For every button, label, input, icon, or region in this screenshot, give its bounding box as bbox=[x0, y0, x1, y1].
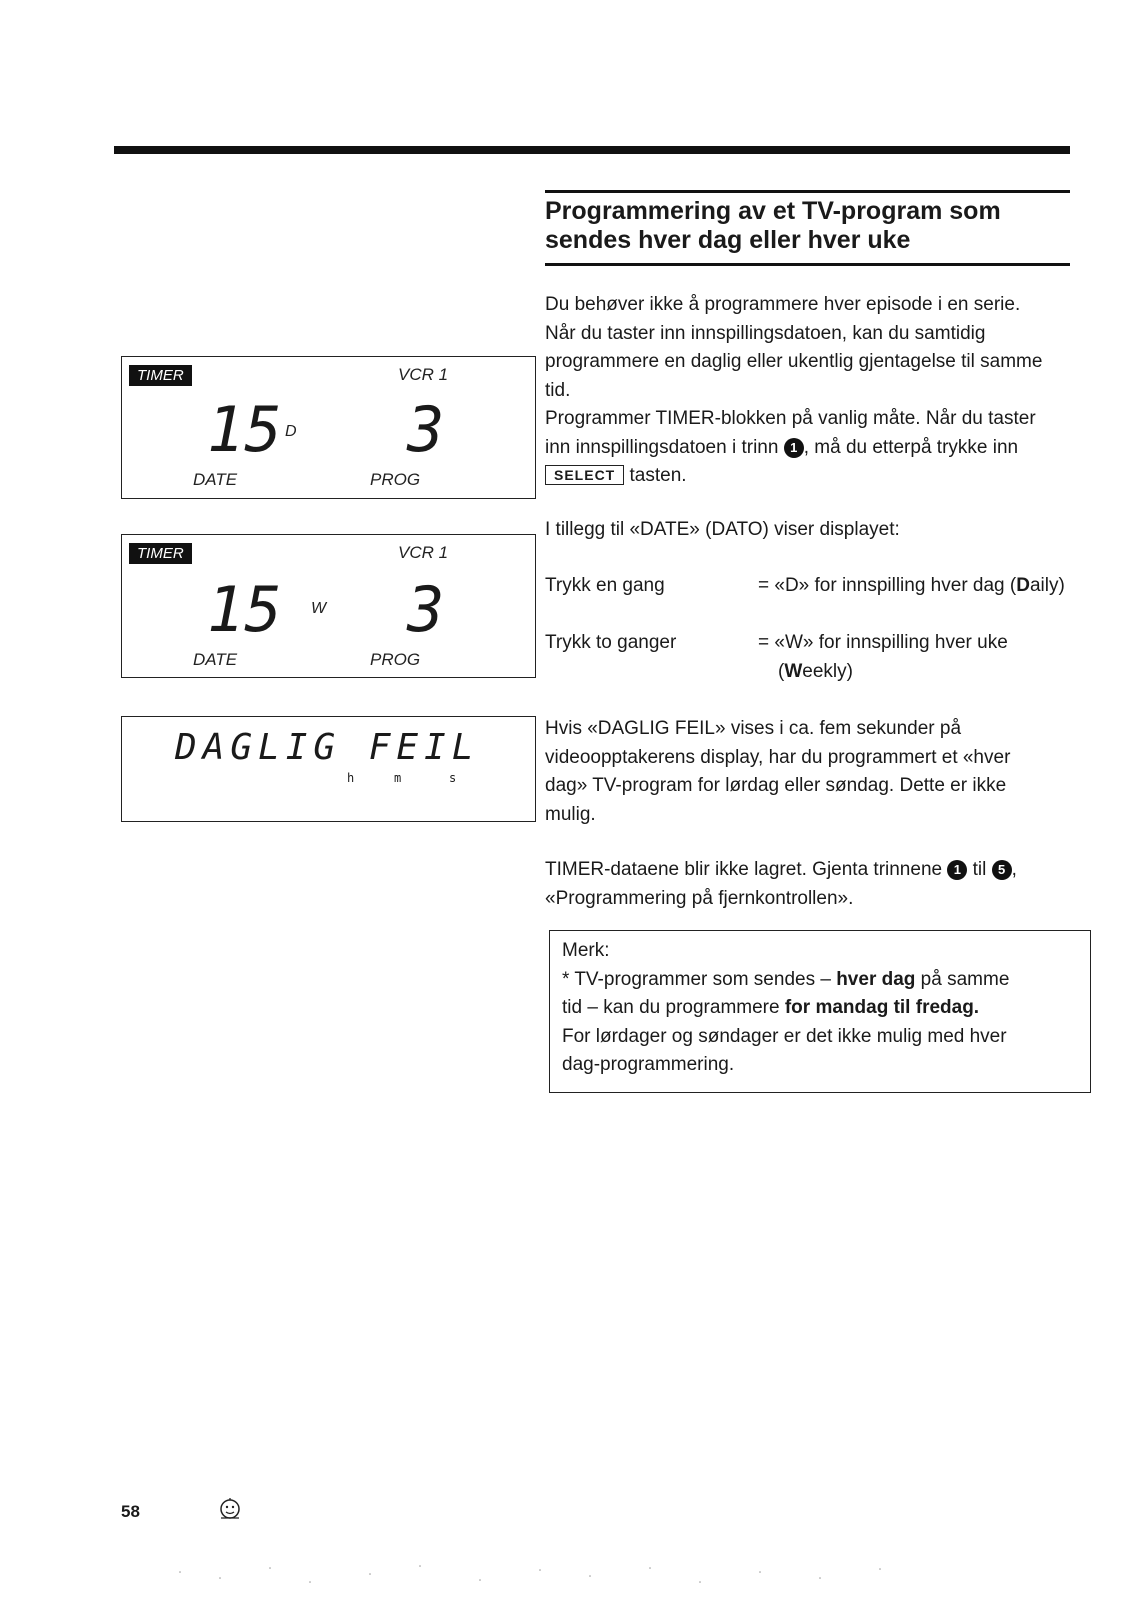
intro-line: tid. bbox=[545, 379, 571, 401]
note-bold: for mandag til fredag. bbox=[784, 997, 980, 1018]
title-rule-top bbox=[545, 190, 1070, 193]
note-line bbox=[562, 994, 1078, 1023]
environment-icon bbox=[217, 1496, 245, 1524]
page-number: 58 bbox=[121, 1502, 140, 1521]
mode-indicator: W bbox=[311, 600, 327, 617]
lcd-display-error bbox=[121, 716, 536, 822]
mode-indicator: D bbox=[285, 423, 297, 440]
hours-indicator: h bbox=[347, 771, 355, 785]
press-twice-text: eekly) bbox=[802, 660, 853, 682]
timer-line-part: til bbox=[972, 859, 987, 880]
intro-line: Du behøver ikke å programmere hver episode i en serie. bbox=[545, 294, 1021, 315]
note-text: * TV-programmer som sendes – bbox=[562, 968, 837, 990]
date-digits: 15 bbox=[207, 577, 282, 637]
press-once-value bbox=[758, 572, 1098, 601]
intro-line-part: , må du etterpå trykke inn bbox=[803, 436, 1019, 458]
note-box bbox=[549, 930, 1091, 1093]
vcr-label: VCR 1 bbox=[398, 365, 449, 384]
prog-digit: 3 bbox=[407, 577, 445, 637]
note-bold: hver dag bbox=[836, 968, 916, 990]
intro-paragraph bbox=[545, 291, 1090, 491]
daglig-line: mulig. bbox=[545, 803, 596, 825]
note-line: dag-programmering. bbox=[562, 1054, 735, 1075]
display-intro: I tillegg til «DATE» (DATO) viser displayet: bbox=[545, 519, 900, 540]
lcd-digits bbox=[207, 397, 507, 457]
lcd-display-weekly bbox=[121, 534, 536, 678]
prog-label: PROG bbox=[370, 470, 421, 489]
timer-not-saved-paragraph bbox=[545, 856, 1090, 913]
press-twice-weekly bbox=[758, 658, 1098, 687]
seconds-indicator: s bbox=[449, 771, 457, 785]
top-rule bbox=[114, 146, 1070, 154]
date-digits: 15 bbox=[207, 397, 282, 457]
note-line bbox=[562, 966, 1078, 995]
timer-line-part: , bbox=[1011, 859, 1017, 880]
daglig-line: Hvis «DAGLIG FEIL» vises i ca. fem sekunder på bbox=[545, 718, 962, 739]
prog-label: PROG bbox=[370, 650, 421, 669]
note-text: tid – kan du programmere bbox=[562, 997, 785, 1018]
minutes-indicator: m bbox=[394, 771, 402, 785]
press-once-text: = «D» for innspilling hver dag ( bbox=[758, 575, 1017, 596]
prog-digit: 3 bbox=[407, 397, 445, 457]
date-label: DATE bbox=[193, 470, 238, 489]
timer-line-part: TIMER-dataene blir ikke lagret. Gjenta trinnene bbox=[545, 859, 943, 880]
intro-line bbox=[545, 462, 1090, 491]
intro-line-part: inn innspillingsdatoen i trinn bbox=[545, 436, 779, 458]
note-title: Merk: bbox=[562, 940, 610, 961]
note-text: på samme bbox=[915, 968, 1010, 990]
intro-line: Når du taster inn innspillingsdatoen, kan du samtidig bbox=[545, 322, 986, 344]
press-twice-label: Trykk to ganger bbox=[545, 632, 677, 653]
step-number-icon: 1 bbox=[784, 438, 804, 458]
timer-badge: TIMER bbox=[129, 543, 192, 564]
daglig-line: videoopptakerens display, har du programmert et «hver bbox=[545, 746, 1011, 768]
step-number-icon: 1 bbox=[947, 860, 967, 880]
lcd-digits bbox=[207, 577, 507, 637]
date-label: DATE bbox=[193, 650, 238, 669]
timer-line bbox=[545, 856, 1090, 885]
intro-line: programmere en daglig eller ukentlig gjentagelse til samme bbox=[545, 351, 1043, 372]
daglig-line: dag» TV-program for lørdag eller søndag. Dette er ikke bbox=[545, 775, 1007, 796]
scan-noise bbox=[160, 1560, 940, 1590]
press-once-bold: D bbox=[1016, 575, 1030, 596]
press-twice-text: = «W» for innspilling hver uke bbox=[758, 632, 1008, 653]
error-message: DAGLIG FEIL bbox=[175, 727, 480, 768]
press-twice-bold: W bbox=[784, 660, 803, 682]
press-twice-text: ( bbox=[778, 660, 785, 682]
select-key-icon: SELECT bbox=[545, 465, 624, 485]
press-once-text: aily) bbox=[1029, 575, 1065, 596]
press-once-label: Trykk en gang bbox=[545, 575, 665, 596]
press-twice-value bbox=[758, 629, 1098, 686]
intro-line: Programmer TIMER-blokken på vanlig måte. Når du taster bbox=[545, 408, 1036, 429]
note-line: For lørdager og søndager er det ikke mulig med hver bbox=[562, 1025, 1007, 1047]
vcr-label: VCR 1 bbox=[398, 543, 449, 562]
step-number-icon: 5 bbox=[992, 860, 1012, 880]
timer-badge: TIMER bbox=[129, 365, 192, 386]
daglig-feil-paragraph bbox=[545, 715, 1090, 829]
lcd-display-daily bbox=[121, 356, 536, 499]
intro-line bbox=[545, 434, 1090, 463]
page-title: Programmering av et TV-program som sendes hver dag eller hver uke bbox=[545, 197, 1001, 254]
intro-line-part: tasten. bbox=[629, 465, 687, 486]
timer-line: «Programmering på fjernkontrollen». bbox=[545, 887, 854, 909]
title-rule-bottom bbox=[545, 263, 1070, 266]
